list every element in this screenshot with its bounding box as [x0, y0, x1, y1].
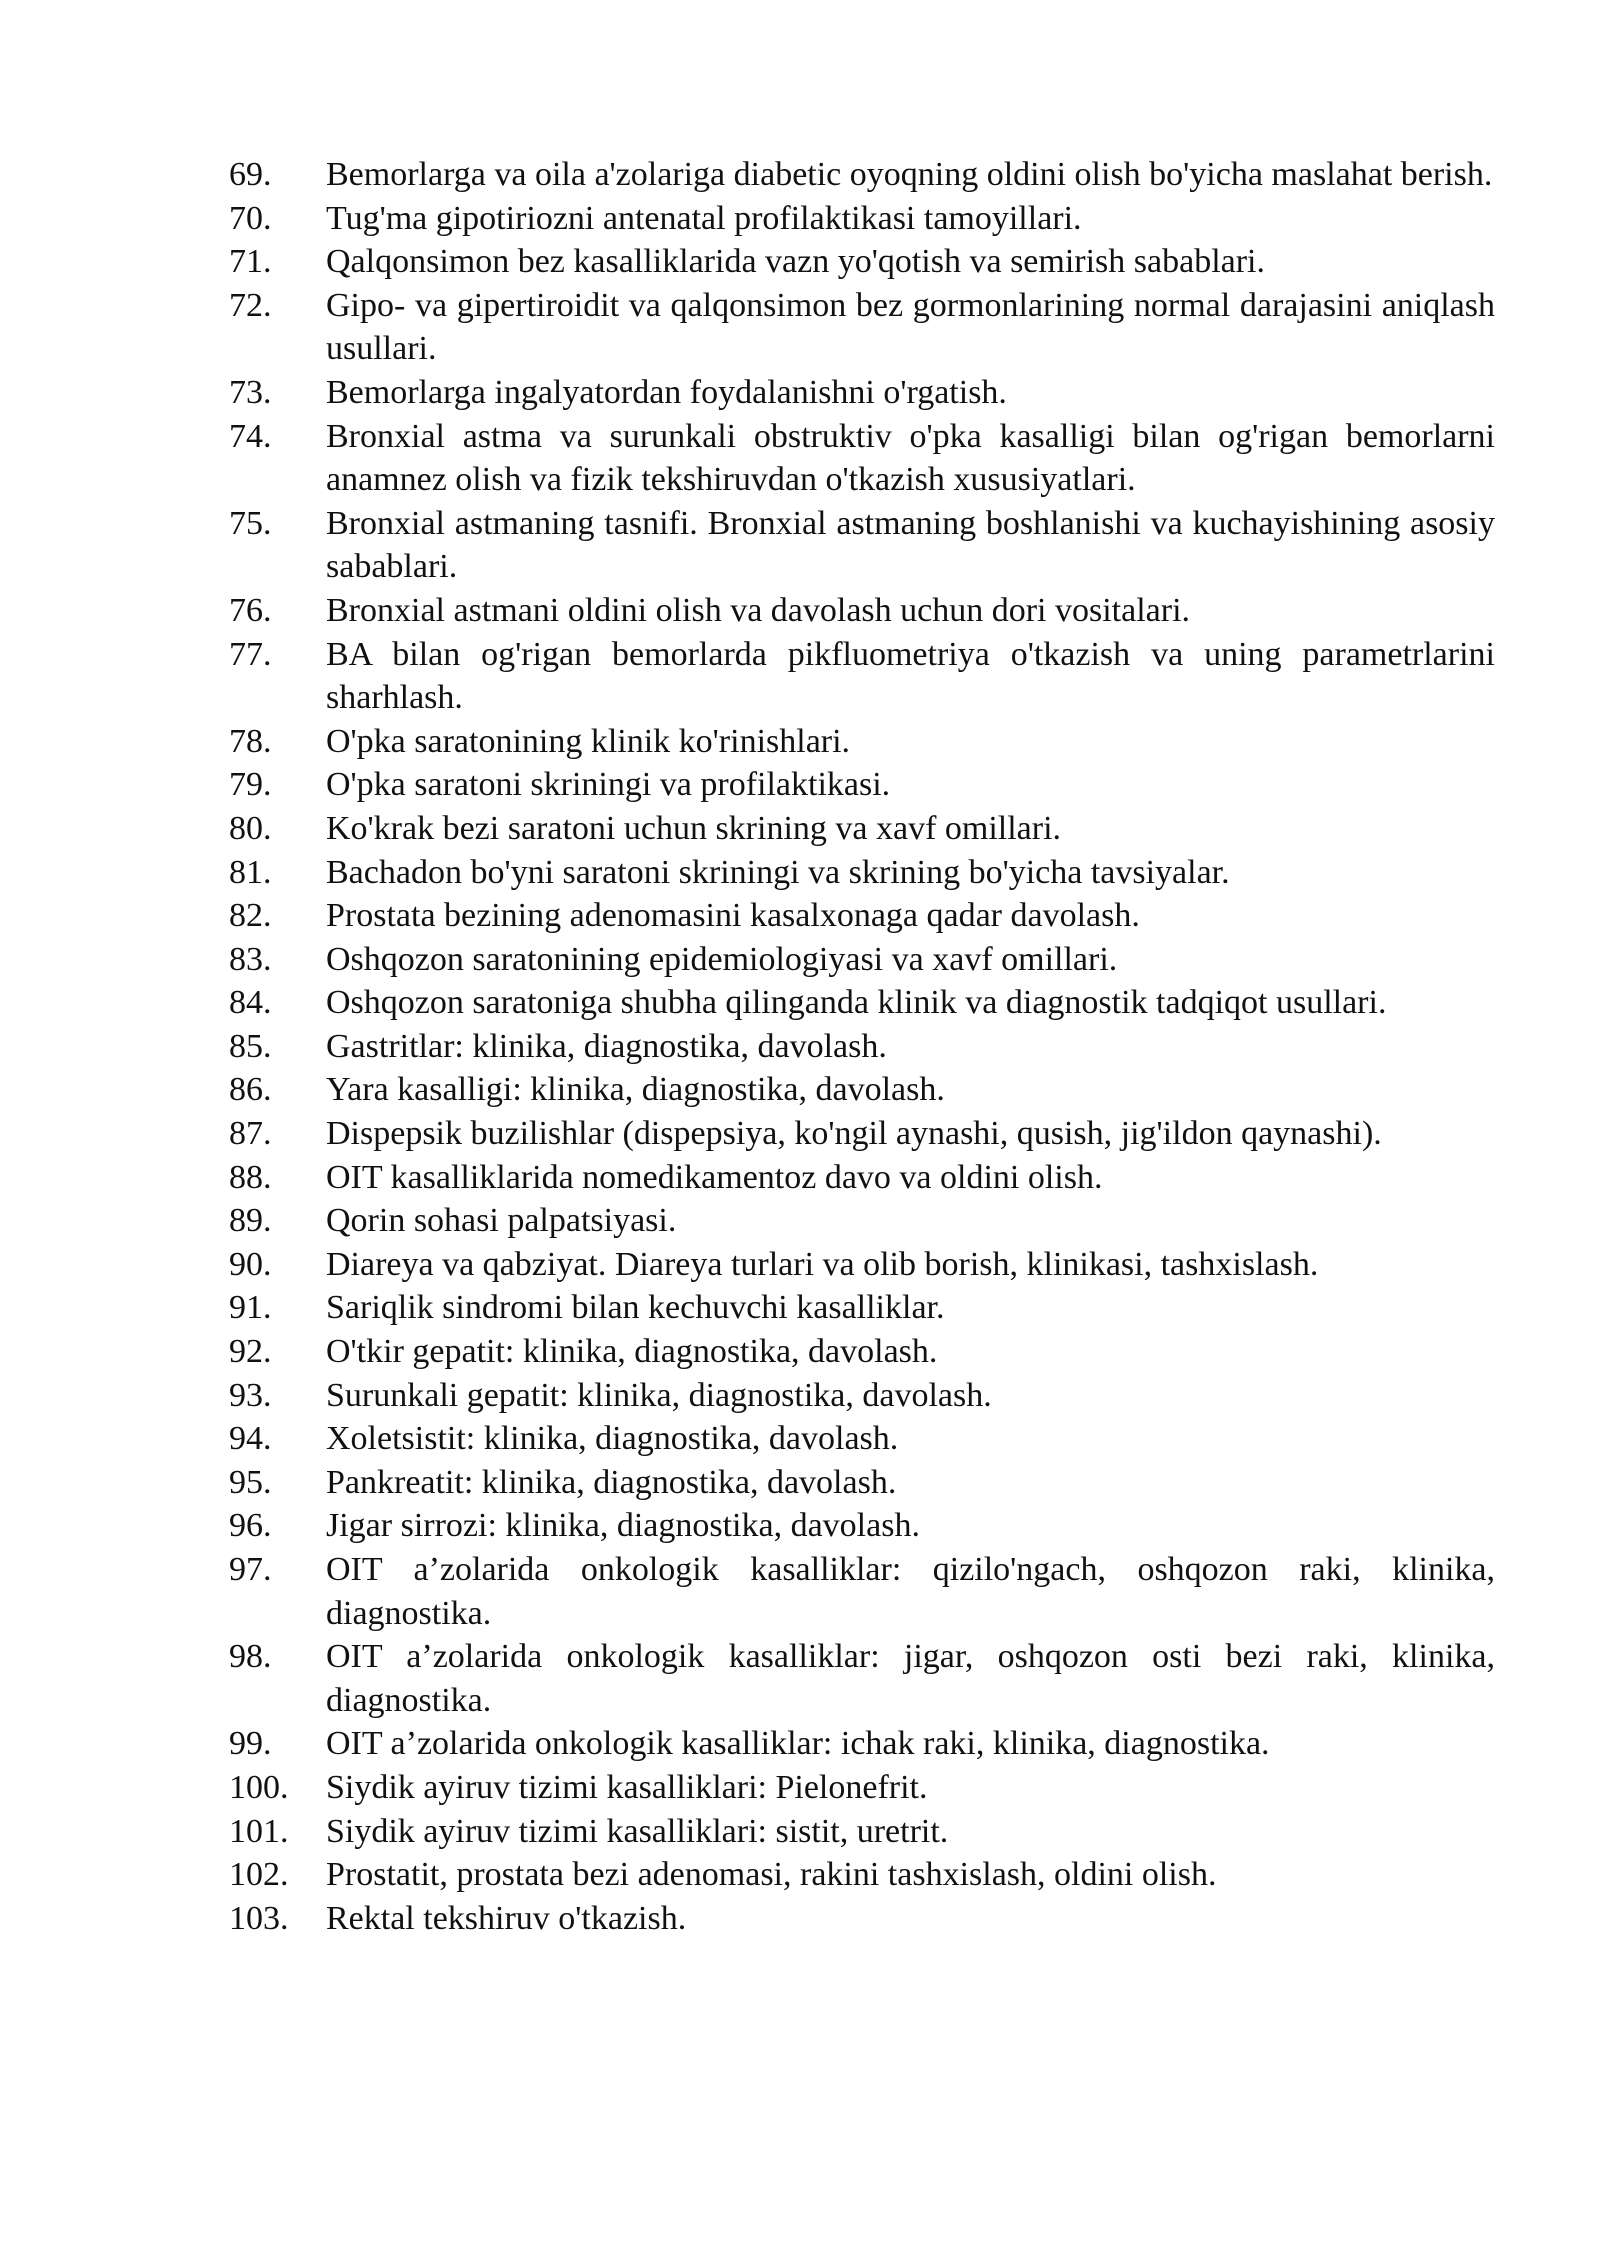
item-number: 97.	[229, 1551, 272, 1588]
list-item	[229, 415, 1495, 502]
list-item	[229, 1722, 1495, 1766]
list-item	[229, 1199, 1495, 1243]
list-item	[229, 1112, 1495, 1156]
list-item	[229, 197, 1495, 241]
list-item	[229, 1897, 1495, 1941]
item-text: Siydik ayiruv tizimi kasalliklari: sistit, uretrit.	[326, 1812, 949, 1850]
list-item	[229, 1286, 1495, 1330]
item-number: 71.	[229, 243, 272, 281]
item-text: Pankreatit: klinika, diagnostika, davolash.	[326, 1463, 897, 1501]
item-text: Bemorlarga va oila a'zolariga diabetic oyoqning oldini olish bo'yicha maslahat berish.	[326, 156, 1493, 193]
item-text: OIT a’zolarida onkologik kasalliklar: qizilo'ngach, oshqozon raki, klinika, diagnostika.	[326, 1551, 1495, 1632]
item-number: 92.	[229, 1333, 272, 1371]
list-item	[229, 894, 1495, 938]
item-text: Surunkali gepatit: klinika, diagnostika, davolash.	[326, 1376, 992, 1414]
item-number: 74.	[229, 417, 272, 455]
list-item	[229, 1853, 1495, 1897]
item-number: 77.	[229, 635, 272, 673]
item-number: 98.	[229, 1638, 272, 1676]
list-item	[229, 1374, 1495, 1418]
item-number: 89.	[229, 1202, 272, 1240]
list-item	[229, 720, 1495, 764]
item-text: O'tkir gepatit: klinika, diagnostika, davolash.	[326, 1333, 938, 1371]
list-item	[229, 1766, 1495, 1810]
item-text: Diareya va qabziyat. Diareya turlari va olib borish, klinikasi, tashxislash.	[326, 1245, 1319, 1283]
item-number: 101.	[229, 1812, 289, 1850]
item-text: Oshqozon saratoniga shubha qilinganda klinik va diagnostik tadqiqot usullari.	[326, 984, 1387, 1022]
item-number: 87.	[229, 1115, 272, 1153]
item-number: 80.	[229, 809, 272, 847]
item-text: Oshqozon saratonining epidemiologiyasi va xavf omillari.	[326, 940, 1118, 978]
list-item	[229, 284, 1495, 371]
item-text: Qorin sohasi palpatsiyasi.	[326, 1202, 677, 1240]
item-text: Rektal tekshiruv o'tkazish.	[326, 1899, 687, 1937]
list-item	[229, 371, 1495, 415]
list-item	[229, 1330, 1495, 1374]
item-number: 88.	[229, 1158, 272, 1196]
item-text: OIT a’zolarida onkologik kasalliklar: ichak raki, klinika, diagnostika.	[326, 1725, 1270, 1763]
item-text: Prostatit, prostata bezi adenomasi, rakini tashxislash, oldini olish.	[326, 1856, 1217, 1894]
list-item	[229, 1417, 1495, 1461]
item-number: 79.	[229, 766, 272, 804]
item-number: 69.	[229, 156, 272, 193]
item-text: BA bilan og'rigan bemorlarda pikfluometriya o'tkazish va uning parametrlarini sharhlash.	[326, 635, 1495, 717]
list-item	[229, 938, 1495, 982]
list-item	[229, 1243, 1495, 1287]
list-item	[229, 763, 1495, 807]
list-item	[229, 153, 1495, 197]
item-number: 103.	[229, 1899, 289, 1937]
item-text: Bachadon bo'yni saratoni skriningi va skrining bo'yicha tavsiyalar.	[326, 853, 1230, 891]
list-item	[229, 807, 1495, 851]
item-number: 83.	[229, 940, 272, 978]
list-item	[229, 1068, 1495, 1112]
list-item	[229, 1156, 1495, 1200]
item-text: Tug'ma gipotiriozni antenatal profilaktikasi tamoyillari.	[326, 199, 1082, 237]
item-text: Bronxial astmaning tasnifi. Bronxial astmaning boshlanishi va kuchayishining asosiy sabablari.	[326, 504, 1495, 586]
item-text: Ko'krak bezi saratoni uchun skrining va xavf omillari.	[326, 809, 1062, 847]
item-text: Gastritlar: klinika, diagnostika, davolash.	[326, 1027, 887, 1065]
item-text: Siydik ayiruv tizimi kasalliklari: Pielonefrit.	[326, 1768, 928, 1806]
item-text: Jigar sirrozi: klinika, diagnostika, davolash.	[326, 1507, 920, 1545]
item-number: 86.	[229, 1071, 272, 1109]
list-item	[229, 633, 1495, 720]
item-text: Prostata bezining adenomasini kasalxonaga qadar davolash.	[326, 897, 1140, 935]
item-number: 78.	[229, 722, 272, 760]
list-item	[229, 1461, 1495, 1505]
list-item	[229, 240, 1495, 284]
list-item	[229, 981, 1495, 1025]
item-number: 100.	[229, 1768, 289, 1806]
list-item	[229, 1635, 1495, 1722]
item-text: O'pka saratonining klinik ko'rinishlari.	[326, 722, 851, 760]
list-item	[229, 1548, 1495, 1635]
question-list	[229, 153, 1495, 1940]
item-text: O'pka saratoni skriningi va profilaktikasi.	[326, 766, 891, 804]
item-text: Sariqlik sindromi bilan kechuvchi kasalliklar.	[326, 1289, 945, 1327]
item-text: Bronxial astma va surunkali obstruktiv o'pka kasalligi bilan og'rigan bemorlarni anamnez olish va fizik tekshiruvdan o'tkazish xususiyatlari.	[326, 417, 1495, 499]
item-number: 99.	[229, 1725, 272, 1763]
document-page	[229, 153, 1495, 1940]
item-number: 102.	[229, 1856, 289, 1894]
item-text: Xoletsistit: klinika, diagnostika, davolash.	[326, 1420, 899, 1458]
item-number: 94.	[229, 1420, 272, 1458]
item-text: OIT a’zolarida onkologik kasalliklar: jigar, oshqozon osti bezi raki, klinika, diagnostika.	[326, 1638, 1495, 1719]
item-text: Bemorlarga ingalyatordan foydalanishni o'rgatish.	[326, 373, 1007, 411]
list-item	[229, 1025, 1495, 1069]
item-number: 76.	[229, 591, 272, 629]
item-text: Gipo- va gipertiroidit va qalqonsimon bez gormonlarining normal darajasini aniqlash usullari.	[326, 286, 1495, 368]
item-number: 90.	[229, 1245, 272, 1283]
list-item	[229, 502, 1495, 589]
item-number: 75.	[229, 504, 272, 542]
item-text: Bronxial astmani oldini olish va davolash uchun dori vositalari.	[326, 591, 1191, 629]
item-number: 72.	[229, 286, 272, 324]
item-text: Dispepsik buzilishlar (dispepsiya, ko'ngil aynashi, qusish, jig'ildon qaynashi).	[326, 1115, 1382, 1153]
item-text: Yara kasalligi: klinika, diagnostika, davolash.	[326, 1071, 945, 1109]
list-item	[229, 589, 1495, 633]
item-number: 82.	[229, 897, 272, 935]
list-item	[229, 1504, 1495, 1548]
list-item	[229, 851, 1495, 895]
item-number: 95.	[229, 1463, 272, 1501]
item-number: 91.	[229, 1289, 272, 1327]
item-number: 85.	[229, 1027, 272, 1065]
item-number: 70.	[229, 199, 272, 237]
item-number: 84.	[229, 984, 272, 1022]
item-text: Qalqonsimon bez kasalliklarida vazn yo'qotish va semirish sabablari.	[326, 243, 1266, 281]
list-item	[229, 1810, 1495, 1854]
item-text: OIT kasalliklarida nomedikamentoz davo va oldini olish.	[326, 1158, 1103, 1196]
item-number: 73.	[229, 373, 272, 411]
item-number: 81.	[229, 853, 272, 891]
item-number: 96.	[229, 1507, 272, 1545]
item-number: 93.	[229, 1376, 272, 1414]
